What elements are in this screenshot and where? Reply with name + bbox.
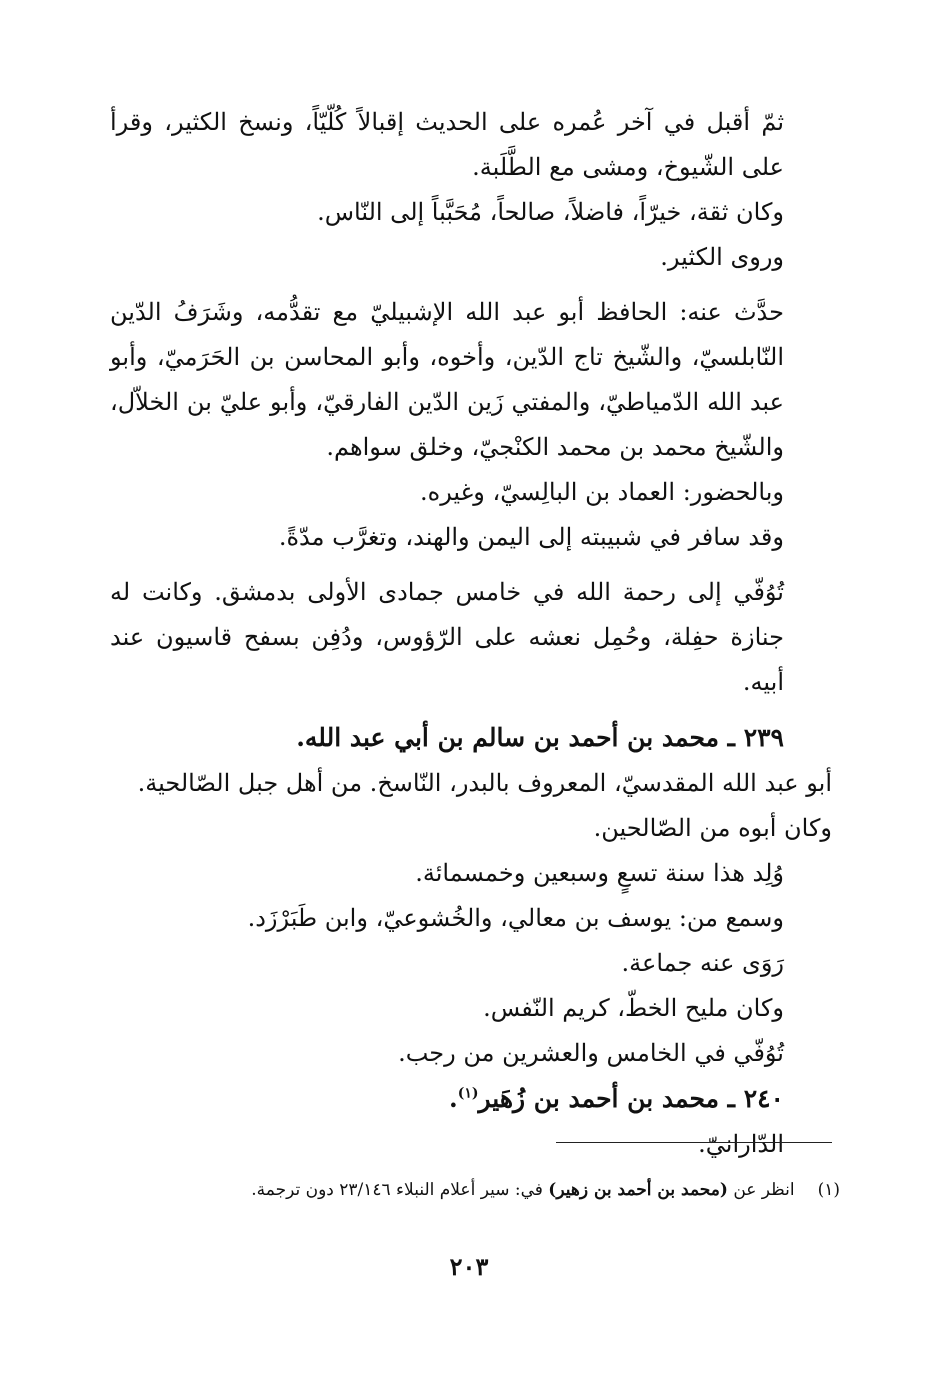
footnote [110,1172,840,1208]
footnote-divider [556,1142,832,1143]
footnote-text-after: في: سير أعلام النبلاء ٢٣/١٤٦ دون ترجمة. [251,1180,543,1200]
paragraph: وكان ثقة، خيرّاً، فاضلاً، صالحاً، مُحَبَّباً إلى النّاس. [317,198,784,226]
entry-title-239: ٢٣٩ ـ محمد بن أحمد بن سالم بن أبي عبد الله. [296,723,784,752]
footnote-text-before: انظر عن [733,1180,795,1200]
paragraph: وبالحضور: العماد بن البالِسيّ، وغيره. [419,478,784,506]
paragraph: حدَّث عنه: الحافظ أبو عبد الله الإشبيليّ مع تقدُّمه، وشَرَفُ الدّين النّابلسيّ، والشّيخ تاج الدّين، وأخوه، وأبو المحاسن بن الحَرَميّ، وأبو عبد الله الدّمياطيّ، والمفتي زَين الدّين الفارقيّ، وأبو عليّ بن الخلاّل، والشّيخ محمد بن محمد الكنْجيّ، وخلق سواهم. [110,298,784,461]
entry-title-text: ٢٤٠ ـ محمد بن أحمد بن زُهَير [478,1084,784,1113]
paragraph: تُوُفّي إلى رحمة الله في خامس جمادى الأولى بدمشق. وكانت له جنازة حفِلة، وحُمِل نعشه على الرّؤوس، ودُفِن بسفح قاسيون عند أبيه. [110,578,784,696]
entry-line: تُوُفّي في الخامس والعشرين من رجب. [398,1039,784,1067]
entry-title-240 [110,1076,832,1122]
footnote-bold-text: (محمد بن أحمد بن زهير) [548,1180,728,1200]
entry-title-end: . [449,1084,458,1113]
footnote-marker: (١) [457,1085,479,1102]
entry-line: وُلِد هذا سنة تسعٍ وسبعين وخمسمائة. [415,859,784,887]
entry-line: الدّارانيّ. [698,1130,784,1158]
paragraph: وروى الكثير. [660,243,784,271]
paragraph: ثمّ أقبل في آخر عُمره على الحديث إقبالاً كُلّيّاً، ونسخ الكثير، وقرأ على الشّيوخ، ومشى مع الطَّلَبة. [110,108,784,181]
page-number: ٢٠٣ [449,1252,489,1281]
page-body [110,100,832,1167]
paragraph: وقد سافر في شبيبته إلى اليمن والهند، وتغرَّب مدّةً. [278,523,784,551]
entry-line: وكان مليح الخطّ، كريم النّفس. [483,994,784,1022]
entry-line: رَوَى عنه جماعة. [621,949,784,977]
entry-line: أبو عبد الله المقدسيّ، المعروف بالبدر، النّاسخ. من أهل جبل الصّالحية. وكان أبوه من الصّالحين. [137,769,832,842]
entry-line: وسمع من: يوسف بن معالي، والخُشوعيّ، وابن طَبَرْزَد. [247,904,784,932]
footnote-number: (١) [817,1180,840,1200]
